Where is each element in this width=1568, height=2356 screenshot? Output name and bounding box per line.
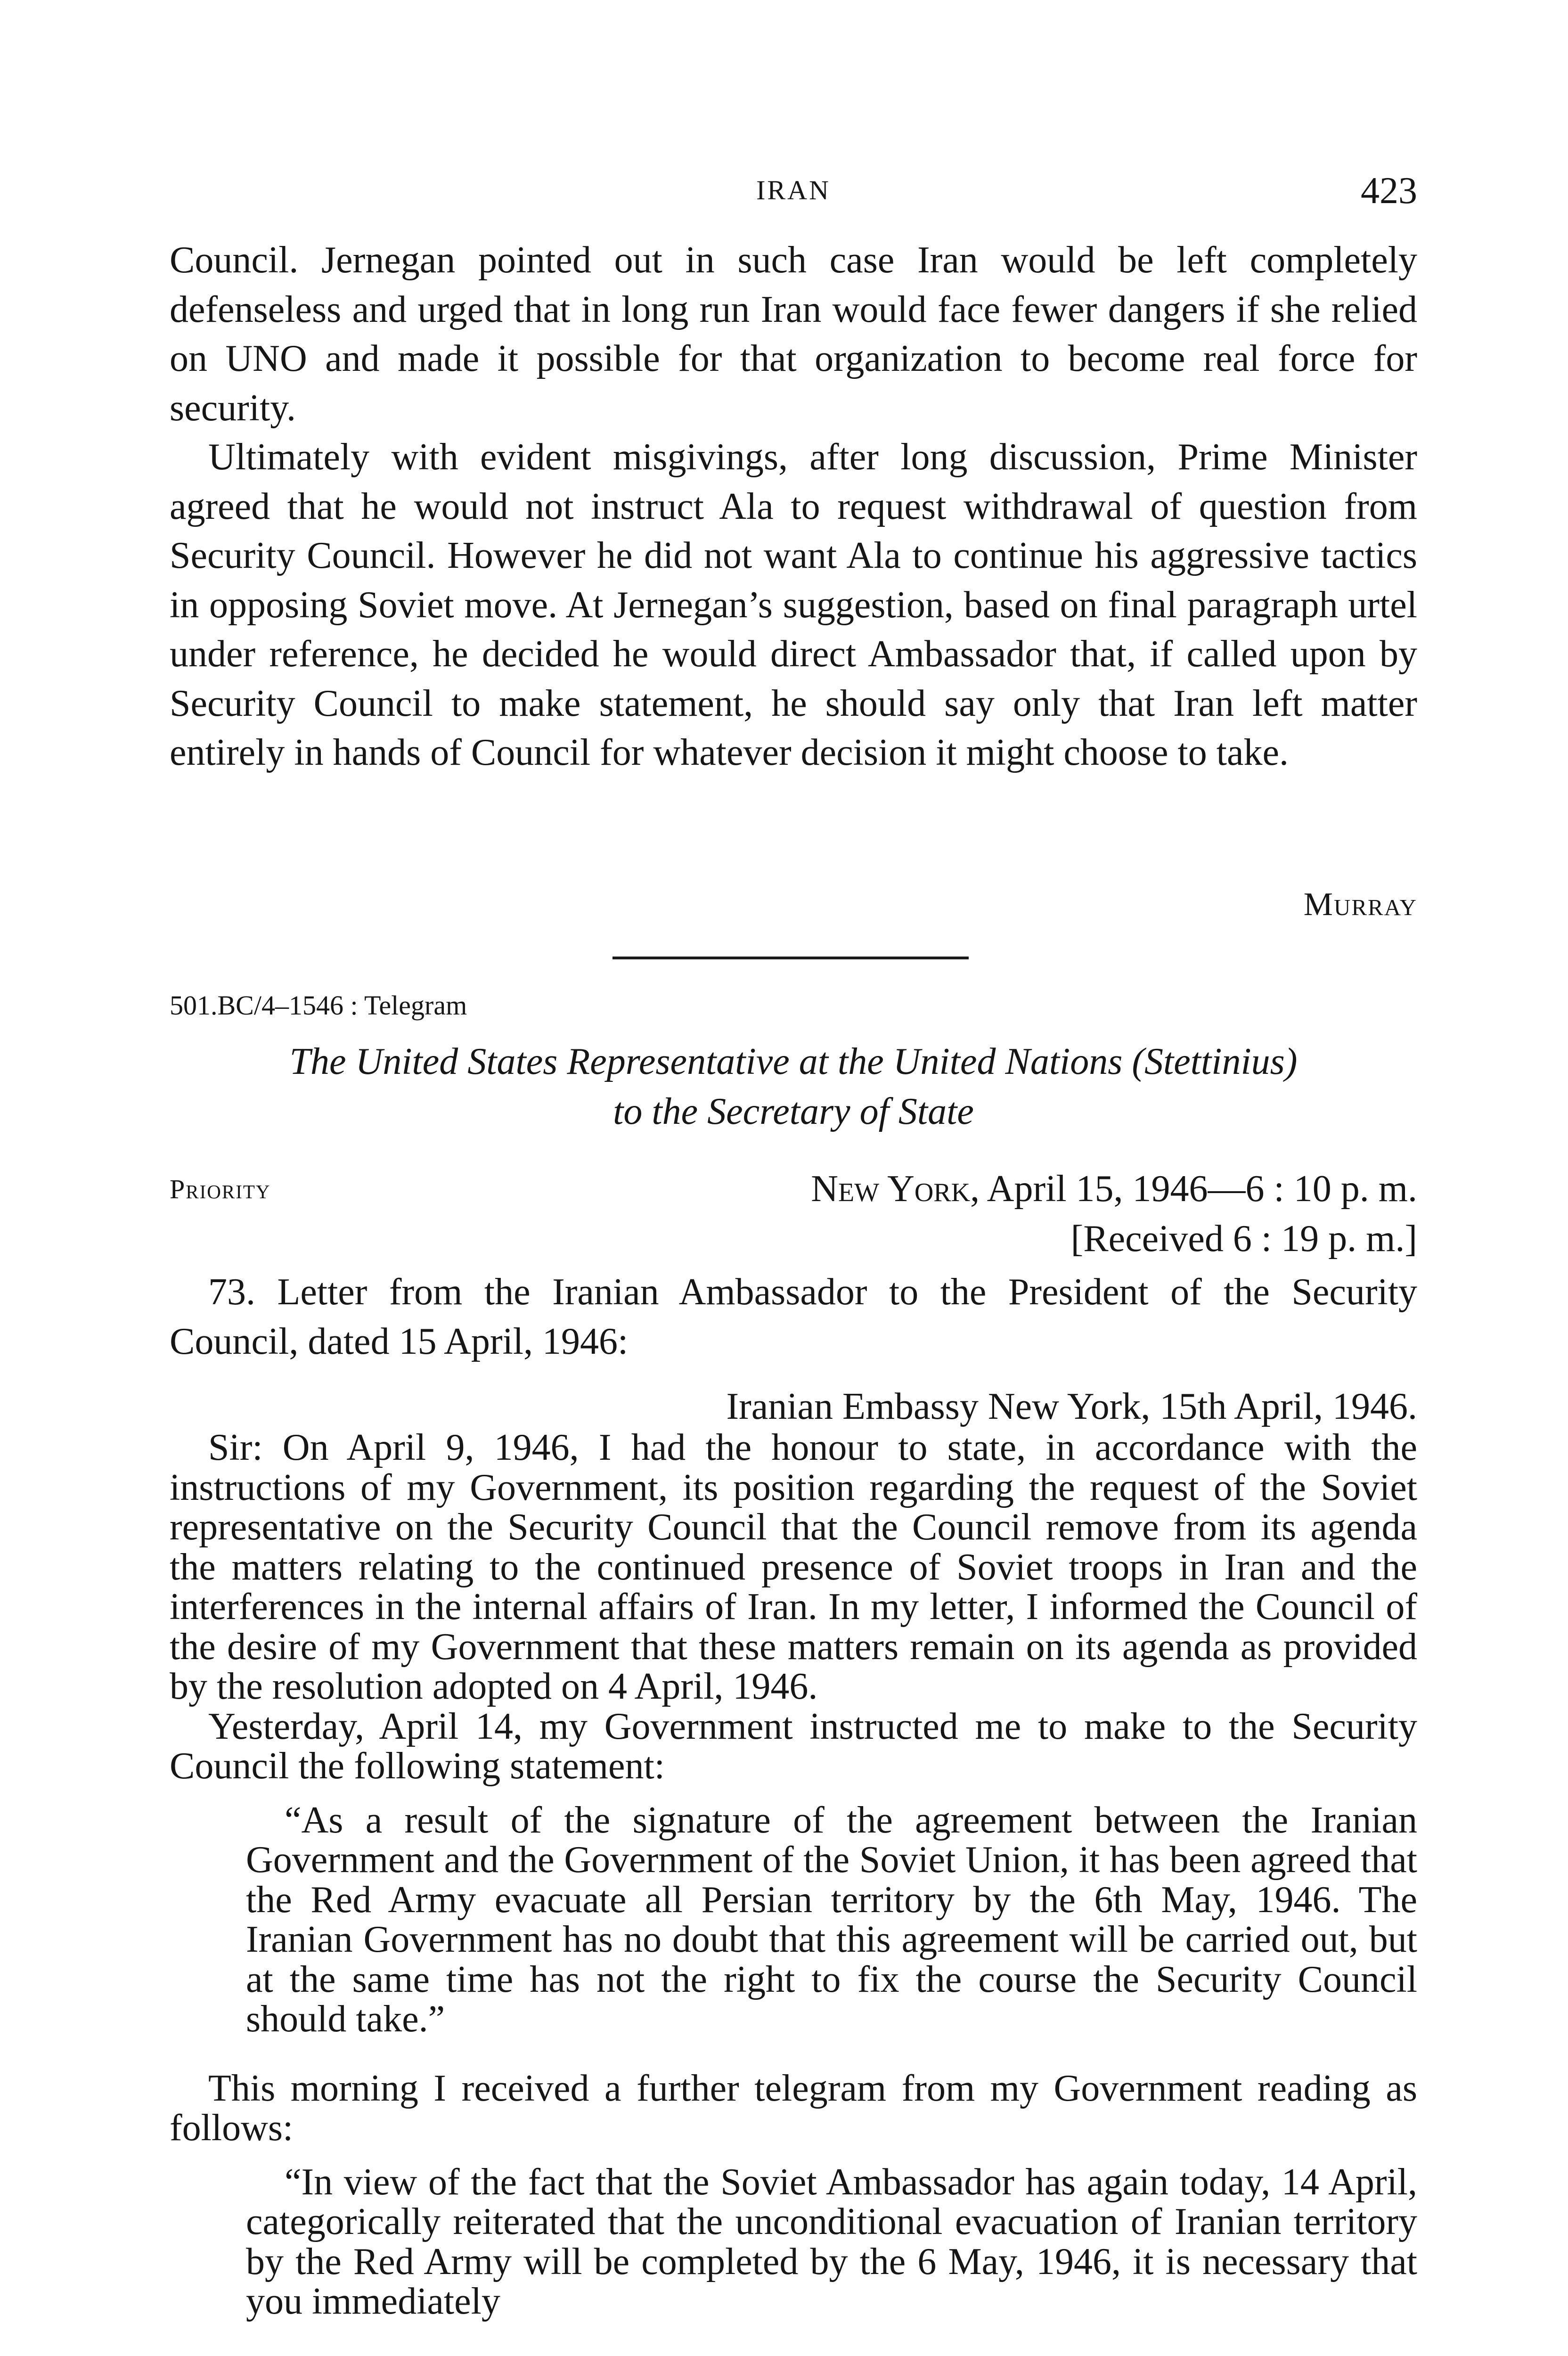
document-title-line-1: The United States Representative at the United Nations (Stettinius): [289, 1041, 1298, 1082]
dateline-date: , April 15, 1946—6 : 10 p. m.: [970, 1168, 1417, 1210]
file-reference: 501.BC/4–1546 : Telegram: [170, 990, 467, 1021]
dateline: [170, 1164, 1417, 1264]
section-divider: [612, 957, 969, 959]
telegram-intro-text: 73. Letter from the Iranian Ambassador to the President of the Security Council, dated 15 April, 1946:: [170, 1271, 1417, 1362]
letter-paragraph-1: Sir: On April 9, 1946, I had the honour to state, in accordance with the instructions of my Government, its position regarding the request of the Soviet representative on the Security Council that the Council remove from its agenda the matters relating to the continued presence of Soviet troops in Iran and the interferences in the internal affairs of Iran. In my letter, I informed the Council of the desire of my Government that these matters remain on its agenda as provided by the resolution adopted on 4 April, 1946.: [170, 1427, 1417, 1707]
dateline-place: New York: [811, 1168, 971, 1210]
letter-paragraph-3: This morning I received a further telegram from my Government reading as follows:: [170, 2067, 1417, 2149]
dateline-sent: [170, 1164, 1417, 1214]
running-head: IRAN: [756, 175, 831, 205]
quote-statement-2: “In view of the fact that the Soviet Ambassador has again today, 14 April, categorically reiterated that the unconditional evacuation of Iranian territory by the Red Army will be completed by the 6 May, 1946, it is necessary that you immediately: [246, 2161, 1417, 2322]
paragraph-continuation: Council. Jernegan pointed out in such case Iran would be left completely defenseless and urged that in long run Iran would face fewer dangers if she relied on UNO and made it possible for that organization to become real force for security.: [170, 239, 1417, 429]
signature: Murray: [1303, 886, 1417, 923]
letter-dateline: Iranian Embassy New York, 15th April, 1946.: [726, 1386, 1417, 1427]
dateline-received: [Received 6 : 19 p. m.]: [1070, 1218, 1417, 1260]
top-text-block: [170, 236, 1417, 777]
letter-paragraph-2: Yesterday, April 14, my Government instructed me to make to the Security Council the following statement:: [170, 1705, 1417, 1787]
page-number: 423: [1361, 170, 1417, 212]
paragraph-prime-minister: Ultimately with evident misgivings, after long discussion, Prime Minister agreed that he would not instruct Ala to request withdrawal of question from Security Council. However he did not want Ala to continue his aggressive tactics in opposing Soviet move. At Jernegan’s suggestion, based on final paragraph urtel under reference, he decided he would direct Ambassador that, if called upon by Security Council to make statement, he should say only that Iran left matter entirely in hands of Council for whatever decision it might choose to take.: [170, 436, 1417, 773]
document-title: [170, 1037, 1417, 1137]
priority-label: Priority: [170, 1174, 271, 1204]
letter-block: [170, 1385, 1417, 2322]
document-title-line-2: to the Secretary of State: [613, 1091, 974, 1132]
telegram-intro: [170, 1268, 1417, 1366]
quote-statement-1: “As a result of the signature of the agreement between the Iranian Government and the Government of the Soviet Union, it has been agreed that the Red Army evacuate all Persian territory by the 6th May, 1946. The Iranian Government has no doubt that this agreement will be carried out, but at the same time has not the right to fix the course the Security Council should take.”: [246, 1799, 1417, 2040]
page-header: [170, 170, 1417, 221]
